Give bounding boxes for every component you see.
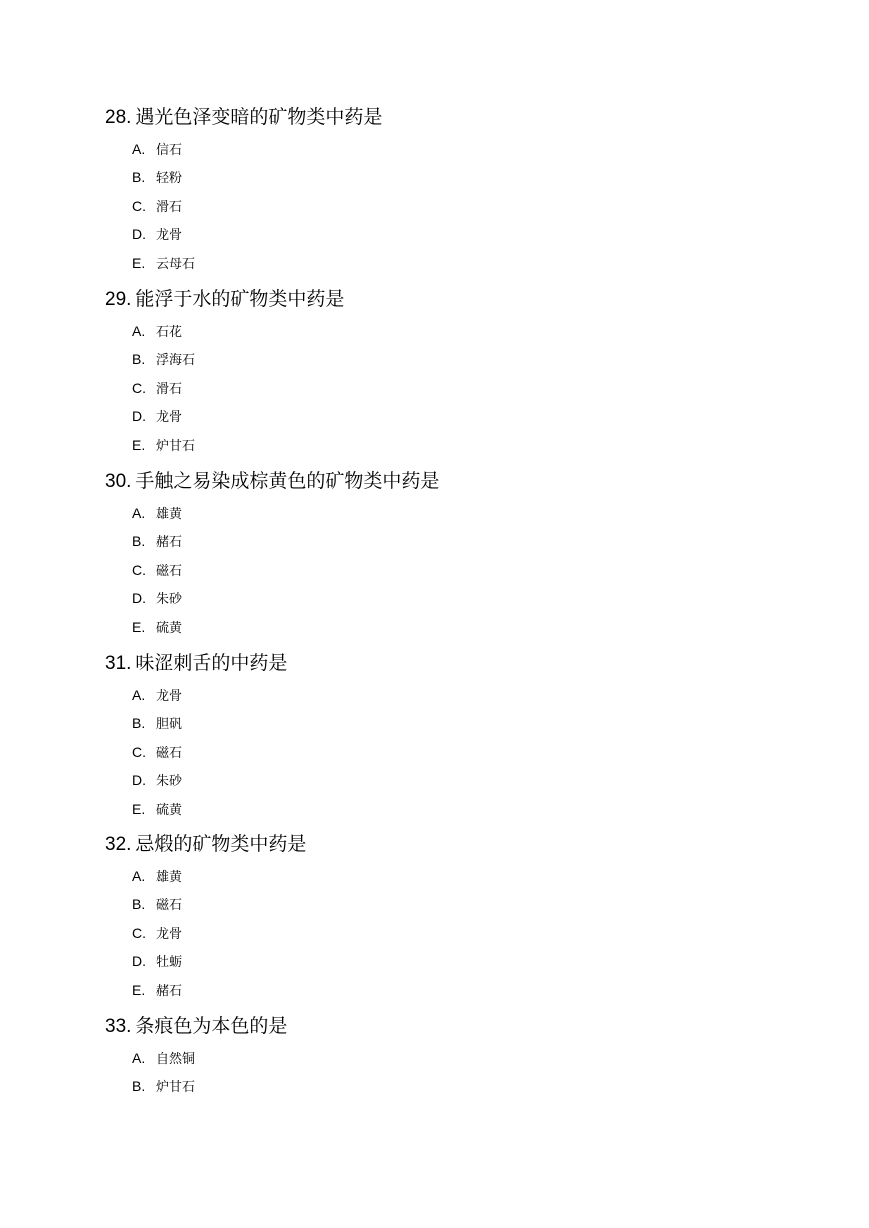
- option-text: 硫黄: [156, 620, 183, 636]
- option-text: 滑石: [156, 199, 183, 215]
- option-letter: D.: [132, 772, 146, 789]
- option-list: [105, 867, 825, 1009]
- option-text: 信石: [156, 143, 183, 158]
- question-title: [105, 1014, 825, 1038]
- option-letter: B.: [132, 533, 146, 550]
- question-title: [105, 651, 825, 675]
- option-letter: D.: [132, 408, 146, 425]
- option-e: [132, 254, 825, 282]
- option-c: [132, 379, 825, 407]
- question-title: [105, 832, 825, 856]
- option-letter: A.: [132, 505, 146, 521]
- option-text: 滑石: [156, 381, 183, 397]
- option-list: [105, 322, 825, 464]
- question-text: 手触之易染成棕黄色的矿物类中药是: [135, 470, 440, 492]
- question-32: [105, 832, 825, 1009]
- option-letter: C.: [132, 561, 146, 578]
- question-title: [105, 287, 825, 311]
- option-letter: E.: [132, 618, 146, 635]
- option-text: 龙骨: [156, 228, 183, 244]
- option-text: 朱砂: [156, 774, 183, 790]
- option-text: 雄黄: [156, 507, 183, 522]
- option-text: 炉甘石: [156, 438, 196, 454]
- question-text: 能浮于水的矿物类中药是: [135, 288, 345, 310]
- option-letter: D.: [132, 590, 146, 607]
- option-e: [132, 800, 825, 828]
- question-title: [105, 105, 825, 129]
- question-number: 29.: [105, 289, 132, 310]
- option-text: 赭石: [156, 983, 183, 999]
- option-a: [132, 140, 825, 168]
- option-text: 龙骨: [156, 689, 183, 704]
- option-c: [132, 197, 825, 225]
- option-text: 赭石: [156, 535, 183, 551]
- option-text: 胆矾: [156, 717, 183, 733]
- option-list: [105, 686, 825, 828]
- option-b: [132, 714, 825, 742]
- option-letter: C.: [132, 197, 146, 214]
- option-letter: A.: [132, 1050, 146, 1066]
- question-number: 32.: [105, 834, 132, 855]
- question-28: [105, 105, 825, 282]
- option-letter: E.: [132, 800, 146, 817]
- option-text: 龙骨: [156, 410, 183, 426]
- option-c: [132, 743, 825, 771]
- option-d: [132, 407, 825, 435]
- option-d: [132, 771, 825, 799]
- option-b: [132, 168, 825, 196]
- question-31: [105, 651, 825, 828]
- question-33: [105, 1014, 825, 1106]
- option-letter: D.: [132, 953, 146, 970]
- question-number: 33.: [105, 1016, 132, 1037]
- option-e: [132, 618, 825, 646]
- option-b: [132, 1077, 825, 1105]
- question-number: 28.: [105, 107, 132, 128]
- option-list: [105, 504, 825, 646]
- question-text: 忌煅的矿物类中药是: [135, 833, 307, 855]
- option-e: [132, 436, 825, 464]
- option-letter: C.: [132, 924, 146, 941]
- option-letter: E.: [132, 436, 146, 453]
- option-d: [132, 589, 825, 617]
- option-text: 浮海石: [156, 353, 196, 369]
- option-d: [132, 952, 825, 980]
- option-a: [132, 504, 825, 532]
- option-a: [132, 322, 825, 350]
- option-text: 炉甘石: [156, 1080, 196, 1096]
- option-text: 朱砂: [156, 592, 183, 608]
- option-b: [132, 895, 825, 923]
- option-a: [132, 867, 825, 895]
- option-c: [132, 561, 825, 589]
- option-letter: D.: [132, 226, 146, 243]
- option-e: [132, 981, 825, 1009]
- option-text: 石花: [156, 325, 183, 340]
- option-letter: A.: [132, 868, 146, 884]
- option-text: 轻粉: [156, 171, 183, 187]
- option-text: 硫黄: [156, 802, 183, 818]
- question-text: 条痕色为本色的是: [135, 1015, 288, 1037]
- option-text: 牡蛎: [156, 955, 183, 971]
- question-title: [105, 469, 825, 493]
- option-letter: B.: [132, 351, 146, 368]
- option-list: [105, 1049, 825, 1106]
- option-text: 龙骨: [156, 926, 183, 942]
- option-text: 雄黄: [156, 870, 183, 885]
- option-text: 云母石: [156, 256, 196, 272]
- option-letter: A.: [132, 141, 146, 157]
- option-letter: B.: [132, 169, 146, 186]
- option-letter: B.: [132, 715, 146, 732]
- option-list: [105, 140, 825, 282]
- option-letter: B.: [132, 1078, 146, 1095]
- option-text: 磁石: [156, 898, 183, 914]
- option-letter: C.: [132, 379, 146, 396]
- question-number: 31.: [105, 653, 132, 674]
- question-30: [105, 469, 825, 646]
- question-text: 遇光色泽变暗的矿物类中药是: [135, 106, 383, 128]
- option-a: [132, 686, 825, 714]
- question-number: 30.: [105, 471, 132, 492]
- option-d: [132, 225, 825, 253]
- option-letter: C.: [132, 743, 146, 760]
- option-letter: A.: [132, 687, 146, 703]
- option-c: [132, 924, 825, 952]
- option-text: 磁石: [156, 563, 183, 579]
- option-text: 磁石: [156, 745, 183, 761]
- option-b: [132, 350, 825, 378]
- question-text: 味涩刺舌的中药是: [135, 652, 288, 674]
- option-text: 自然铜: [156, 1052, 196, 1067]
- option-letter: A.: [132, 323, 146, 339]
- option-letter: B.: [132, 896, 146, 913]
- option-a: [132, 1049, 825, 1077]
- option-b: [132, 532, 825, 560]
- option-letter: E.: [132, 981, 146, 998]
- option-letter: E.: [132, 254, 146, 271]
- question-29: [105, 287, 825, 464]
